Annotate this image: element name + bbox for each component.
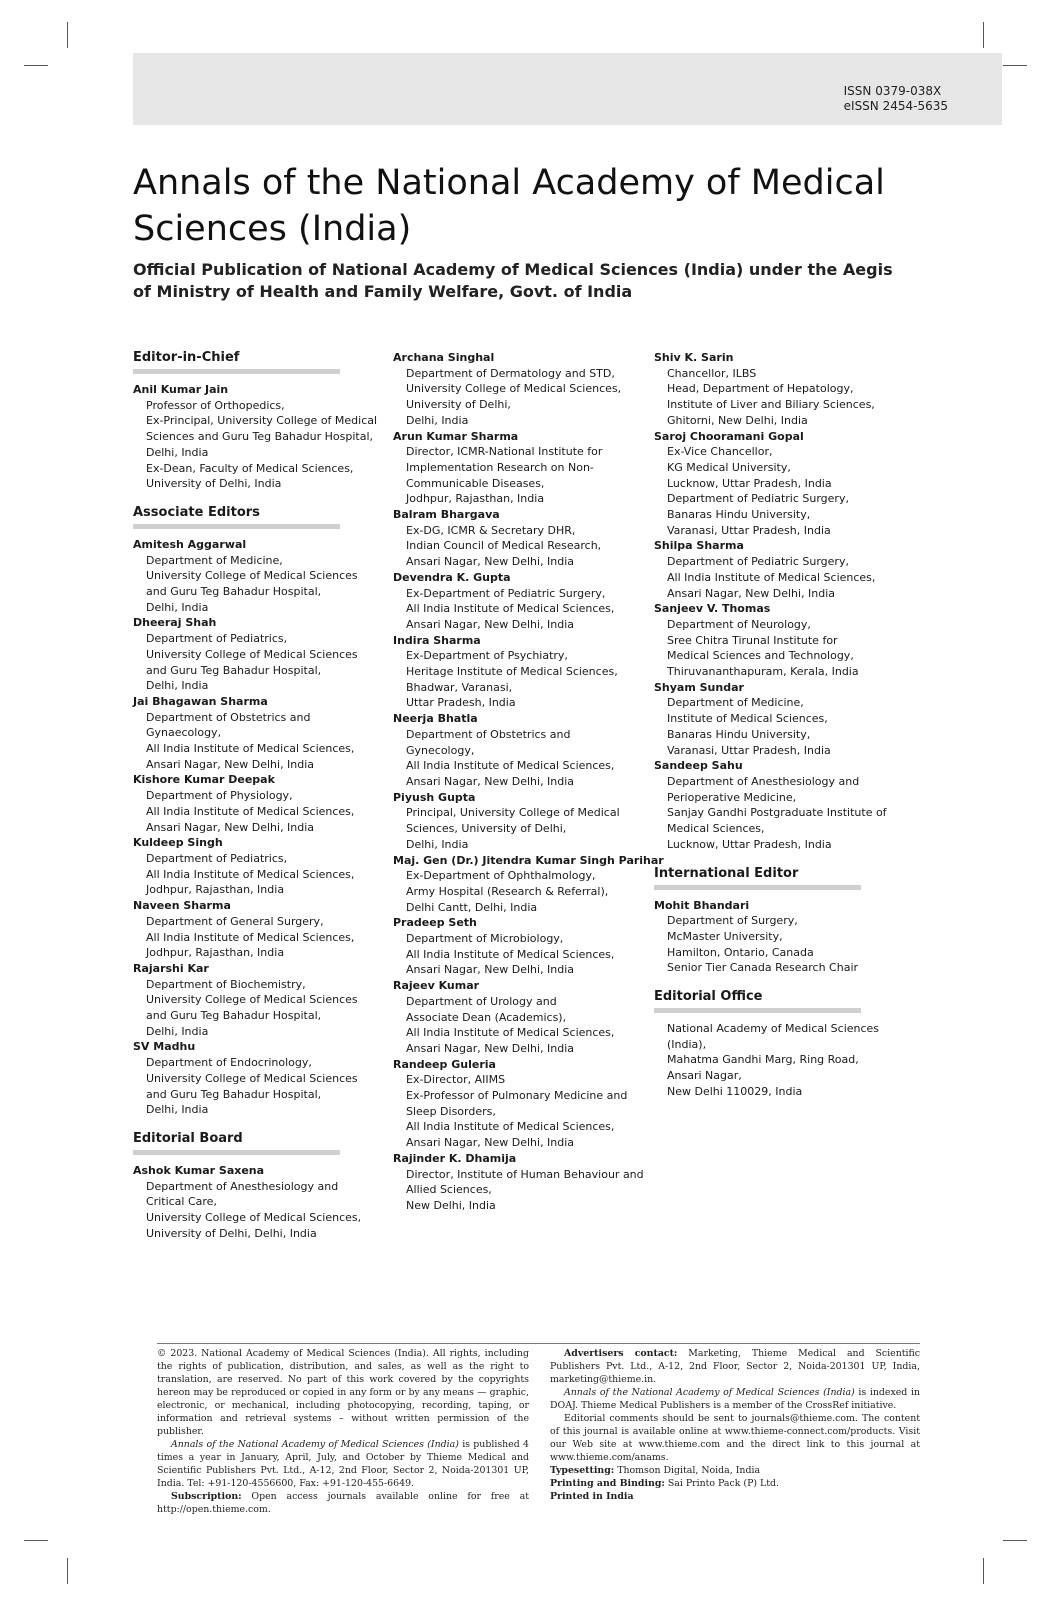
person-entry [133,615,383,694]
affiliation-line: Department of Obstetrics and [146,710,311,724]
indexing-info [550,1386,920,1412]
affiliation-line: Lucknow, Uttar Pradesh, India [667,837,832,851]
affiliation-line: Sciences, University of Delhi, [406,822,567,836]
affiliation-line: Uttar Pradesh, India [406,696,516,710]
affiliation-line: All India Institute of Medical Sciences, [406,947,615,961]
affiliation-line: Senior Tier Canada Research Chair [667,961,859,975]
journal-name: Annals of the National Academy of Medical Sciences (India) [171,1439,459,1450]
affiliation-line: Ex-Director, AIIMS [406,1073,506,1087]
subscription-label: Subscription: [171,1491,242,1502]
colophon-left [157,1347,529,1516]
person-name: Dheeraj Shah [133,616,217,630]
affiliation-line: Ex-Department of Pediatric Surgery, [406,586,606,600]
person-name: Maj. Gen (Dr.) Jitendra Kumar Singh Parihar [393,853,664,867]
editorial-office-address [654,1021,904,1100]
address-line: Mahatma Gandhi Marg, Ring Road, [667,1053,859,1067]
person-name: Sandeep Sahu [654,759,743,773]
address-line: New Delhi 110029, India [667,1084,803,1098]
person-name: Jai Bhagawan Sharma [133,694,268,708]
affiliation-line: Department of Pediatrics, [146,632,288,646]
affiliation-line: Banaras Hindu University, [667,508,811,522]
affiliation-line: Ansari Nagar, New Delhi, India [406,1136,575,1150]
printed-in: Printed in India [550,1491,634,1502]
person-entry [393,429,648,508]
affiliation-line: University of Delhi, India [146,477,282,491]
affiliation-line: University College of Medical Sciences [146,993,358,1007]
person-name: Indira Sharma [393,633,481,647]
typesetting-label: Typesetting: [550,1465,615,1476]
affiliation-line: Department of Medicine, [146,553,283,567]
affiliation-line: University of Delhi, [406,398,511,412]
issn-block [844,84,948,114]
person-entry [654,350,904,429]
person-name: Neerja Bhatla [393,712,478,726]
affiliation-line: Department of Physiology, [146,789,293,803]
affiliation-line: Sleep Disorders, [406,1104,496,1118]
affiliation-line: and Guru Teg Bahadur Hospital, [146,663,322,677]
person-name: Mohit Bhandari [654,898,750,912]
person-entry [393,915,648,978]
affiliation-line: Communicable Diseases, [406,476,545,490]
affiliation-line: All India Institute of Medical Sciences, [406,1026,615,1040]
affiliation-line: All India Institute of Medical Sciences, [146,804,355,818]
person-name: Shyam Sundar [654,680,744,694]
affiliation-line: Institute of Liver and Biliary Sciences, [667,398,875,412]
crop-mark [983,22,984,48]
person-name: Rajinder K. Dhamija [393,1151,517,1165]
affiliation-line: All India Institute of Medical Sciences, [146,930,355,944]
affiliation-line: Ansari Nagar, New Delhi, India [406,1041,575,1055]
person-name: Rajarshi Kar [133,961,209,975]
person-name: Kishore Kumar Deepak [133,773,275,787]
person-name: Sanjeev V. Thomas [654,602,771,616]
person-entry [654,898,904,977]
editorial-comments: Editorial comments should be sent to journals@thieme.com. The content of this journal is available online at www.thieme-connect.com/products. Visit our Web site at www.thieme.com and the direct link to this journal at www.thieme.com/anams. [550,1413,920,1463]
person-name: Shilpa Sharma [654,539,744,553]
colophon [157,1343,921,1515]
subscription-info [157,1490,529,1516]
person-entry [654,758,904,852]
affiliation-line: Implementation Research on Non- [406,460,594,474]
person-entry [393,507,648,570]
person-entry [393,1151,648,1214]
affiliation-line: Sciences and Guru Teg Bahadur Hospital, [146,430,373,444]
person-entry [654,601,904,680]
affiliation-line: Sanjay Gandhi Postgraduate Institute of [667,806,887,820]
affiliation-line: Department of Anesthesiology and [667,774,860,788]
copyright-text: © 2023. National Academy of Medical Sciences (India). All rights, including the rights of publication, distribution, and sales, as well as the right to translation, are reserved. No part of this work covered by the copyrights hereon may be reproduced or copied in any form or by any means — graphic, electronic, or mechanical, including photocopying, recording, taping, or information and retrieval systems – without written permission of the publisher. [157,1348,529,1437]
person-entry [393,633,648,712]
section-heading-editorial-office: Editorial Office [654,989,861,1013]
affiliation-line: KG Medical University, [667,460,791,474]
affiliation-line: All India Institute of Medical Sciences, [146,742,355,756]
section-heading-editor-in-chief: Editor-in-Chief [133,350,340,374]
person-name: Piyush Gupta [393,790,476,804]
affiliation-line: Banaras Hindu University, [667,727,811,741]
affiliation-line: Heritage Institute of Medical Sciences, [406,665,618,679]
affiliation-line: Department of Pediatrics, [146,851,288,865]
person-name: Amitesh Aggarwal [133,537,247,551]
printing-label: Printing and Binding: [550,1478,665,1489]
address-line: National Academy of Medical Sciences [667,1022,880,1036]
crop-mark [24,65,48,66]
advertisers-label: Advertisers contact: [564,1348,678,1359]
affiliation-line: Director, ICMR-National Institute for [406,445,603,459]
affiliation-line: Medical Sciences, [667,822,765,836]
affiliation-line: Ansari Nagar, New Delhi, India [146,820,315,834]
affiliation-line: Ansari Nagar, New Delhi, India [667,586,836,600]
crop-mark [24,1540,48,1541]
affiliation-line: Ansari Nagar, New Delhi, India [406,617,575,631]
masthead-column-3 [654,350,904,1100]
affiliation-line: University College of Medical Sciences [146,647,358,661]
advertisers-text: Marketing, Thieme Medical and Scientific Publishers Pvt. Ltd., A-12, 2nd Floor, Sector 2, Noida-201301 UP, India, marketing@thieme.in. [550,1348,921,1385]
journal-name: Annals of the National Academy of Medical Sciences (India) [564,1387,855,1398]
affiliation-line: Department of Endocrinology, [146,1056,312,1070]
affiliation-line: Delhi, India [146,445,209,459]
typesetting-text: Thomson Digital, Noida, India [614,1465,761,1476]
printing-info [550,1477,920,1490]
person-entry [133,898,383,961]
person-name: Pradeep Seth [393,916,477,930]
affiliation-line: Lucknow, Uttar Pradesh, India [667,476,832,490]
person-entry [654,538,904,601]
person-entry [133,772,383,835]
crop-mark [67,1558,68,1584]
affiliation-line: Gynecology, [406,743,475,757]
affiliation-line: Delhi, India [146,679,209,693]
person-entry [393,1057,648,1151]
affiliation-line: Department of Medicine, [667,696,804,710]
affiliation-line: Ex-Principal, University College of Medical [146,414,378,428]
journal-title: Annals of the National Academy of Medical Sciences (India) [133,163,885,249]
person-name: Rajeev Kumar [393,979,480,993]
affiliation-line: McMaster University, [667,929,783,943]
affiliation-line: Hamilton, Ontario, Canada [667,945,814,959]
address-line: Ansari Nagar, [667,1069,742,1083]
affiliation-line: Army Hospital (Research & Referral), [406,884,609,898]
affiliation-line: Delhi, India [406,413,469,427]
affiliation-line: and Guru Teg Bahadur Hospital, [146,1009,322,1023]
person-name: Balram Bhargava [393,508,500,522]
issn-electronic: eISSN 2454-5635 [843,99,948,113]
colophon-right [550,1347,920,1503]
affiliation-line: University College of Medical Sciences, [146,1211,362,1225]
affiliation-line: Professor of Orthopedics, [146,398,285,412]
publication-details: is published 4 times a year in January, April, July, and October by Thieme Medical and Scientific Publishers Pvt. Ltd., A-12, 2nd Floor, Sector 2, Noida-201301 UP, India. Tel: +91-120-4556600, Fax: +91-120-455-6649. [157,1439,529,1489]
publication-info [157,1438,529,1490]
subscription-text: Open access journals available online for free at http://open.thieme.com. [157,1491,529,1515]
issn-print: ISSN 0379-038X [843,84,942,98]
person-entry [133,382,383,492]
affiliation-line: Department of Surgery, [667,914,798,928]
person-name: Naveen Sharma [133,899,231,913]
affiliation-line: University College of Medical Sciences, [406,382,622,396]
affiliation-line: Varanasi, Uttar Pradesh, India [667,743,831,757]
person-name: Anil Kumar Jain [133,383,229,396]
affiliation-line: Ex-Vice Chancellor, [667,445,773,459]
affiliation-line: Chancellor, ILBS [667,366,757,380]
affiliation-line: All India Institute of Medical Sciences, [146,867,355,881]
person-name: SV Madhu [133,1040,196,1054]
crop-mark [1003,65,1027,66]
affiliation-line: University of Delhi, Delhi, India [146,1226,317,1240]
affiliation-line: New Delhi, India [406,1198,496,1212]
affiliation-line: Gynaecology, [146,726,222,740]
affiliation-line: Department of Biochemistry, [146,977,306,991]
address-line: (India), [667,1037,707,1051]
person-entry [393,853,664,916]
affiliation-line: Medical Sciences and Technology, [667,649,854,663]
affiliation-line: Ansari Nagar, New Delhi, India [406,774,575,788]
person-entry [133,835,383,898]
affiliation-line: Delhi, India [146,1103,209,1117]
affiliation-line: Sree Chitra Tirunal Institute for [667,633,838,647]
affiliation-line: Department of Pediatric Surgery, [667,492,849,506]
section-heading-associate-editors: Associate Editors [133,505,340,529]
crop-mark [983,1558,984,1584]
person-entry [133,1163,383,1242]
affiliation-line: Ghitorni, New Delhi, India [667,413,808,427]
person-entry [654,680,904,759]
typesetting-info [550,1464,920,1477]
person-entry [133,537,383,616]
affiliation-line: Institute of Medical Sciences, [667,712,828,726]
affiliation-line: Department of Anesthesiology and [146,1179,339,1193]
person-entry [393,790,648,853]
printing-text: Sai Printo Pack (P) Ltd. [664,1478,780,1489]
affiliation-line: Director, Institute of Human Behaviour and [406,1167,644,1181]
affiliation-line: All India Institute of Medical Sciences, [667,570,876,584]
affiliation-line: and Guru Teg Bahadur Hospital, [146,1087,322,1101]
affiliation-line: Ex-Department of Ophthalmology, [406,869,596,883]
affiliation-line: Department of General Surgery, [146,914,324,928]
affiliation-line: Varanasi, Uttar Pradesh, India [667,523,831,537]
crop-mark [67,22,68,48]
affiliation-line: Department of Microbiology, [406,932,564,946]
affiliation-line: Ex-Professor of Pulmonary Medicine and [406,1089,628,1103]
affiliation-line: Principal, University College of Medical [406,806,620,820]
crop-mark [1003,1540,1027,1541]
person-entry [133,1039,383,1118]
person-name: Shiv K. Sarin [654,351,734,364]
affiliation-line: Allied Sciences, [406,1183,492,1197]
affiliation-line: Ansari Nagar, New Delhi, India [146,757,315,771]
person-name: Saroj Chooramani Gopal [654,429,804,443]
person-entry [654,429,904,539]
person-entry [393,350,648,429]
affiliation-line: Perioperative Medicine, [667,790,797,804]
affiliation-line: All India Institute of Medical Sciences, [406,602,615,616]
affiliation-line: Ex-DG, ICMR & Secretary DHR, [406,523,576,537]
person-name: Arun Kumar Sharma [393,429,519,443]
affiliation-line: University College of Medical Sciences [146,1071,358,1085]
affiliation-line: Bhadwar, Varanasi, [406,680,513,694]
affiliation-line: All India Institute of Medical Sciences, [406,1120,615,1134]
affiliation-line: Ex-Dean, Faculty of Medical Sciences, [146,461,354,475]
masthead-column-1 [133,350,383,1241]
person-entry [133,961,383,1040]
affiliation-line: Delhi, India [146,1024,209,1038]
person-entry [393,711,648,790]
person-name: Ashok Kumar Saxena [133,1163,265,1177]
affiliation-line: Jodhpur, Rajasthan, India [146,946,285,960]
masthead-column-2 [393,350,664,1214]
affiliation-line: Department of Obstetrics and [406,727,571,741]
affiliation-line: Department of Pediatric Surgery, [667,555,849,569]
affiliation-line: and Guru Teg Bahadur Hospital, [146,585,322,599]
advertisers-info [550,1347,920,1386]
affiliation-line: Delhi, India [146,600,209,614]
person-name: Kuldeep Singh [133,836,223,850]
affiliation-line: Head, Department of Hepatology, [667,382,854,396]
journal-subtitle: Official Publication of National Academy of Medical Sciences (India) under the Aegis of Ministry of Health and Family Welfare, Govt. of India [133,260,893,301]
affiliation-line: Ansari Nagar, New Delhi, India [406,555,575,569]
affiliation-line: Ansari Nagar, New Delhi, India [406,963,575,977]
affiliation-line: Department of Urology and [406,994,557,1008]
person-name: Randeep Guleria [393,1057,496,1071]
section-heading-editorial-board: Editorial Board [133,1131,340,1155]
affiliation-line: Thiruvananthapuram, Kerala, India [667,665,859,679]
affiliation-line: Department of Neurology, [667,617,811,631]
affiliation-line: Indian Council of Medical Research, [406,539,602,553]
section-heading-international-editor: International Editor [654,866,861,890]
affiliation-line: Delhi, India [406,837,469,851]
person-entry [393,570,648,633]
affiliation-line: Department of Dermatology and STD, [406,366,615,380]
affiliation-line: Jodhpur, Rajasthan, India [406,492,545,506]
affiliation-line: Delhi Cantt, Delhi, India [406,900,538,914]
affiliation-line: University College of Medical Sciences [146,569,358,583]
affiliation-line: Associate Dean (Academics), [406,1010,567,1024]
person-entry [393,978,648,1057]
indexing-text: is indexed in DOAJ. Thieme Medical Publishers is a member of the CrossRef initiative. [550,1387,920,1411]
affiliation-line: Critical Care, [146,1195,217,1209]
affiliation-line: Jodhpur, Rajasthan, India [146,883,285,897]
person-entry [133,694,383,773]
affiliation-line: All India Institute of Medical Sciences, [406,759,615,773]
person-name: Devendra K. Gupta [393,570,511,584]
affiliation-line: Ex-Department of Psychiatry, [406,649,568,663]
person-name: Archana Singhal [393,351,495,364]
